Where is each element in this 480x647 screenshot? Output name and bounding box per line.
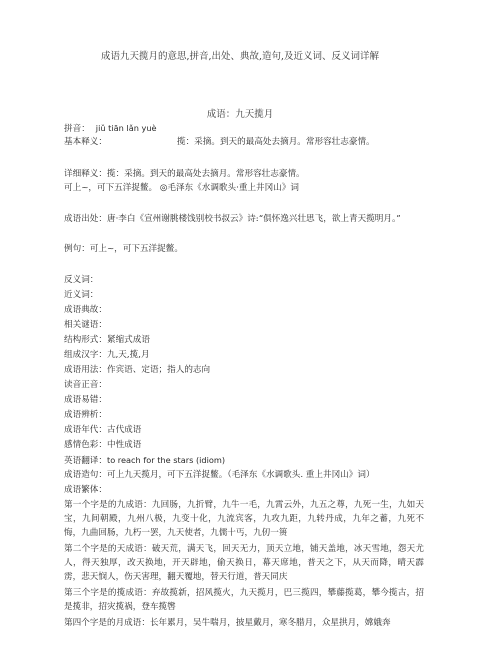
- field-synonyms: 近义词：: [64, 290, 99, 300]
- field-usage: 成语用法：作宾语、定语；指人的志向: [64, 365, 211, 375]
- field-distinction: 成语辨析：: [64, 410, 107, 420]
- idiom-source: 成语出处：唐·李白《宣州谢朓楼饯别校书叔云》诗:“俱怀逸兴壮思飞，欲上青天揽明月。”: [64, 214, 401, 224]
- field-common-errors: 成语易错：: [64, 395, 107, 405]
- field-characters: 组成汉字：九,天,揽,月: [64, 350, 150, 360]
- document-title: 成语九天揽月的意思,拼音,出处、典故,造句,及近义词、反义词详解: [100, 51, 380, 62]
- idiom-subtitle: 成语：九天揽月: [206, 109, 274, 120]
- second-char-idioms: 第二个字是的天成语：破天荒，满天飞，回天无力，顶天立地，铺天盖地，冰天雪地，怨天尤人，得天独厚，改天换地，开天辟地，偷天换日，幕天席地，普天之下，从天而降，晴天霹雳，悲天悯人，伤天害理，翻天覆地，替天行道，普天同庆: [64, 544, 424, 582]
- first-char-idioms: 第一个字是的九成语：九回肠，九折臂，九牛一毛，九霄云外，九五之尊，九死一生，九如天宝，九间朝殿，九州八极，九变十化，九流宾客，九攻九距，九转丹成，九年之蓄，九死不悔，九曲回肠，九朽一罢，九天使者，九儒十丐，九仞一篑: [64, 500, 424, 538]
- fourth-char-idioms: 第四个字是的月成语：长年累月，吴牛喘月，披星戴月，寒冬腊月，众星拱月，嫦娥奔: [64, 618, 391, 628]
- field-structure: 结构形式：紧缩式成语: [64, 335, 150, 345]
- idiom-sentence: 成语造句：可上九天揽月，可下五洋捉鳖。（毛泽东《水调歌头. 重上井冈山》词）: [64, 470, 375, 480]
- basic-definition-label: 基本释义：: [64, 137, 107, 147]
- basic-definition-text: 揽：采摘。到天的最高处去摘月。常形容壮志豪情。: [176, 137, 375, 147]
- third-char-idioms: 第三个字是的揽成语：弃故揽新，招风揽火，九天揽月，巴三揽四，攀藤揽葛，攀今揽古，招是揽非，招灾揽祸，登车揽辔: [64, 588, 424, 612]
- example-sentence: 例句：可上~，可下五洋捉鳖。: [64, 244, 183, 254]
- basic-definition-row: [64, 137, 375, 148]
- field-riddle: 相关谜语：: [64, 320, 107, 330]
- pinyin-row: [64, 123, 157, 135]
- translation-row: [64, 455, 225, 467]
- translation-value: to reach for the stars (idiom): [106, 455, 226, 465]
- field-pronunciation: 读音正音：: [64, 380, 107, 390]
- field-era: 成语年代：古代成语: [64, 425, 142, 435]
- pinyin-label: 拼音：: [64, 124, 90, 134]
- field-sentiment: 感情色彩：中性成语: [64, 440, 142, 450]
- translation-label: 英语翻译：: [64, 456, 107, 466]
- pinyin-value: jiǔ tiān lǎn yuè: [95, 123, 157, 133]
- traditional-form: 成语繁体：: [64, 485, 107, 495]
- field-antonyms: 反义词：: [64, 275, 99, 285]
- usage-example: 可上~，可下五洋捉鳖。 ◎毛泽东《水调歌头·重上井冈山》词: [64, 183, 300, 193]
- field-allusion: 成语典故：: [64, 305, 107, 315]
- detail-definition: 详细释义：揽：采摘。到天的最高处去摘月。常形容壮志豪情。: [64, 169, 305, 179]
